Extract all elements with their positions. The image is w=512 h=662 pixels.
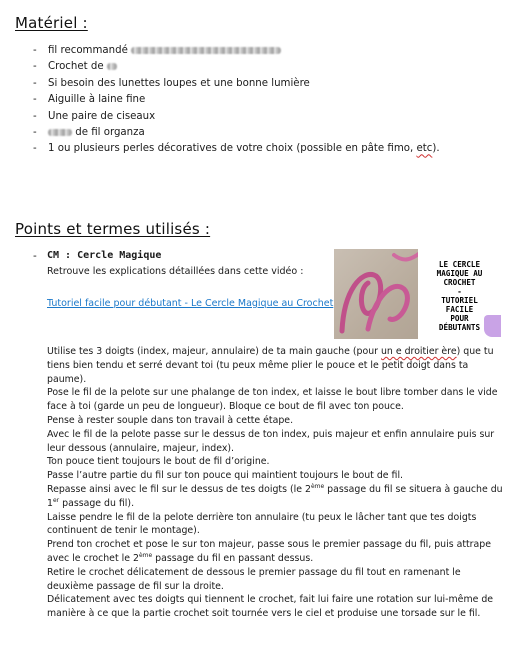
points-heading: Points et termes utilisés : xyxy=(15,220,211,238)
superscript: er xyxy=(52,496,60,504)
list-item xyxy=(33,125,503,141)
instruction-paragraph: Pense à rester souple dans ton travail à cette étape. xyxy=(47,414,294,426)
redacted-text xyxy=(107,63,117,70)
list-item xyxy=(33,141,503,157)
paragraph-text: Prend ton crochet et pose le sur ton majeur, passe sous le premier passage du fil, puis attrape avec le crochet le 2 xyxy=(47,539,491,564)
thumbnail-line: POUR xyxy=(450,314,469,323)
thumbnail-line: LE CERCLE xyxy=(438,260,481,269)
list-item-text: 1 ou plusieurs perles décoratives de votre choix (possible en pâte fimo, xyxy=(48,143,417,155)
instruction-paragraph: Retire le crochet délicatement de dessous le premier passage du fil tout en ramenant le deuxième passage de fil sur la droite. xyxy=(47,566,461,592)
list-item xyxy=(33,43,503,59)
paragraph-text: Repasse ainsi avec le fil sur le dessus de tes doigts (le 2 xyxy=(47,483,311,495)
spellcheck-word: un e droitier ère xyxy=(380,346,457,357)
list-item-text: de fil organza xyxy=(75,127,145,139)
thumbnail-line: CROCHET xyxy=(443,278,476,287)
thumbnail-line: DÉBUTANTS xyxy=(438,323,481,332)
thumbnail-line: MAGIQUE AU xyxy=(436,269,483,278)
instruction-paragraph xyxy=(47,538,507,566)
materiel-list xyxy=(33,43,503,158)
materiel-heading: Matériel : xyxy=(15,14,88,32)
instruction-paragraph xyxy=(47,345,507,386)
instruction-paragraph: Avec le fil de la pelote passe sur le dessus de ton index, puis majeur et enfin annulaire puis sur leur dessous (annulaire, majeur, index). xyxy=(47,428,495,454)
list-item-text: Une paire de ciseaux xyxy=(48,110,156,122)
paragraph-text: Utilise tes 3 doigts (index, majeur, annulaire) de ta main gauche (pour xyxy=(47,346,381,357)
instruction-paragraph: Laisse pendre le fil de la pelote derrière ton annulaire (tu peux le lâcher tant que tes doigts continuent de tenir le montage). xyxy=(47,511,477,537)
instructions xyxy=(47,345,507,621)
list-dash: - xyxy=(33,250,37,262)
thumbnail-line: FACILE xyxy=(445,305,474,314)
list-item-text: ). xyxy=(432,143,440,155)
list-item xyxy=(33,109,503,125)
list-item-text: Si besoin des lunettes loupes et une bonne lumière xyxy=(48,77,310,89)
paragraph-text: passage du fil en passant dessus. xyxy=(152,552,314,564)
instruction-paragraph: Pose le fil de la pelote sur une phalange de ton index, et laisse le bout libre tomber dans le vide face à toi (garde un peu de longueur). Bloque ce bout de fil avec ton pouce. xyxy=(47,387,498,413)
video-link[interactable]: Tutoriel facile pour débutant - Le Cercle Magique au Crochet xyxy=(47,298,334,309)
video-thumbnail[interactable] xyxy=(334,249,501,339)
list-item-text: Crochet de xyxy=(48,61,104,73)
decor-shape xyxy=(484,315,501,337)
list-item-text: fil recommandé xyxy=(48,45,128,56)
list-item xyxy=(33,76,503,92)
paragraph-text: ) que tu tiens bien tendu et serré devant toi (tu peux même plier le pouce et le petit doigt dans ta paume). xyxy=(47,346,494,385)
redacted-text xyxy=(131,47,281,54)
list-item-text: Aiguille à laine fine xyxy=(48,94,146,106)
paragraph-text: passage du fil se situera à gauche du 1 xyxy=(47,483,503,509)
spellcheck-word: etc xyxy=(416,143,433,155)
list-item xyxy=(33,59,503,75)
cm-title: CM : Cercle Magique xyxy=(47,250,162,261)
superscript: ème xyxy=(138,551,153,559)
list-item xyxy=(33,92,503,108)
instruction-paragraph: Délicatement avec tes doigts qui tiennent le crochet, fait lui faire une rotation sur lui-même de manière à ce que la partie crochet soit tournée vers le ciel et produise une torsade sur le fil. xyxy=(47,594,494,620)
redacted-text xyxy=(48,129,72,136)
thumbnail-line: - xyxy=(457,287,462,296)
instruction-paragraph: Ton pouce tient toujours le bout de fil d’origine. xyxy=(47,456,270,468)
instruction-paragraph: Passe l’autre partie du fil sur ton pouce qui maintient toujours le bout de fil. xyxy=(47,470,404,482)
paragraph-text: passage du fil). xyxy=(59,497,135,509)
video-intro: Retrouve les explications détaillées dans cette vidéo : xyxy=(47,266,304,277)
instruction-paragraph xyxy=(47,483,507,511)
superscript: ème xyxy=(310,482,325,490)
thumbnail-line: TUTORIEL xyxy=(441,296,478,305)
yarn-swirl-image xyxy=(334,249,424,339)
